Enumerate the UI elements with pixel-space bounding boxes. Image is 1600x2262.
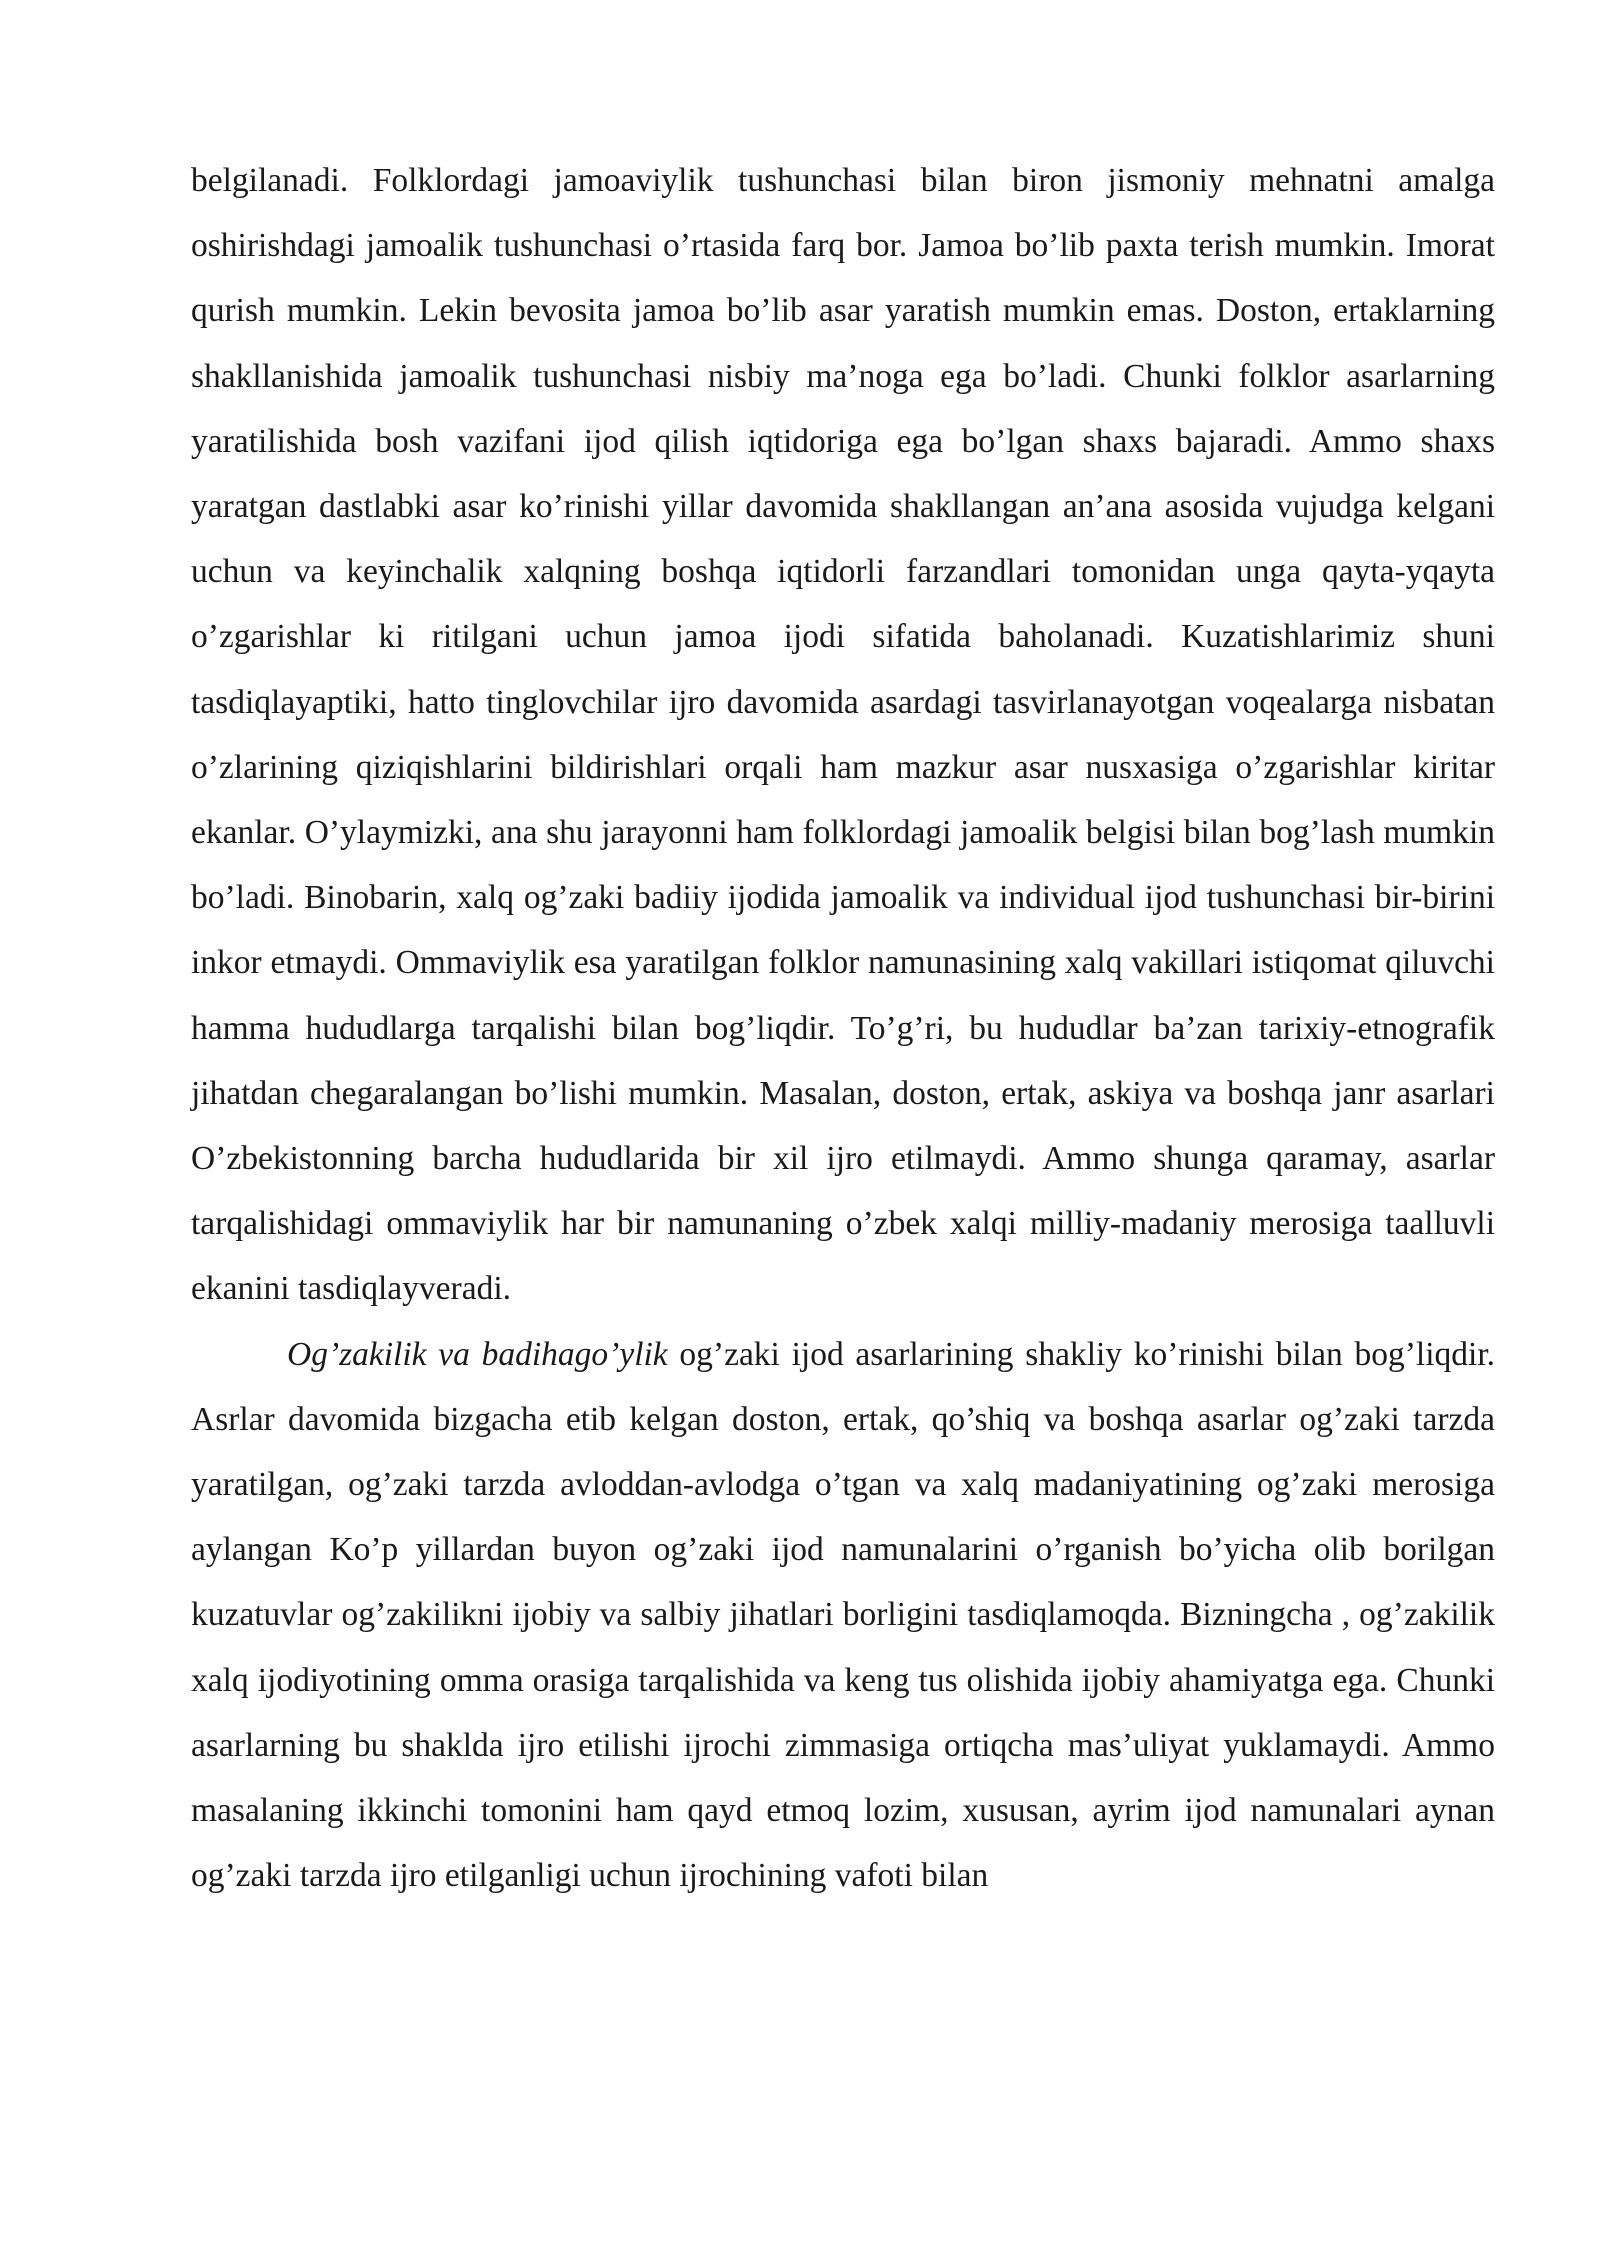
document-body — [191, 148, 1495, 1908]
paragraph-orality — [191, 1322, 1495, 1909]
italic-term-orality-improvisation: Og’zakilik va badihago’ylik — [287, 1335, 668, 1373]
paragraph-orality-text: og’zaki ijod asarlarining shakliy ko’rinishi bilan bog’liqdir. Asrlar davomida bizgacha etib kelgan doston, ertak, qo’shiq va boshqa asarlar og’zaki tarzda yaratilgan, og’zaki tarzda avloddan-avlodga o’tgan va xalq madaniyatining og’zaki merosiga aylangan Ko’p yillardan buyon og’zaki ijod namunalarini o’rganish bo’yicha olib borilgan kuzatuvlar og’zakilikni ijobiy va salbiy jihatlari borligini tasdiqlamoqda. Bizningcha , og’zakilik xalq ijodiyotining omma orasiga tarqalishida va keng tus olishida ijobiy ahamiyatga ega. Chunki asarlarning bu shaklda ijro etilishi ijrochi zimmasiga ortiqcha mas’uliyat yuklamaydi. Ammo masalaning ikkinchi tomonini ham qayd etmoq lozim, xususan, ayrim ijod namunalari aynan og’zaki tarzda ijro etilganligi uchun ijrochining vafoti bilan — [191, 1335, 1495, 1895]
paragraph-folklore-collectivity: belgilanadi. Folklordagi jamoaviylik tushunchasi bilan biron jismoniy mehnatni amalga oshirishdagi jamoalik tushunchasi o’rtasida farq bor. Jamoa bo’lib paxta terish mumkin. Imorat qurish mumkin. Lekin bevosita jamoa bo’lib asar yaratish mumkin emas. Doston, ertaklarning shakllanishida jamoalik tushunchasi nisbiy ma’noga ega bo’ladi. Chunki folklor asarlarning yaratilishida bosh vazifani ijod qilish iqtidoriga ega bo’lgan shaxs bajaradi. Ammo shaxs yaratgan dastlabki asar ko’rinishi yillar davomida shakllangan an’ana asosida vujudga kelgani uchun va keyinchalik xalqning boshqa iqtidorli farzandlari tomonidan unga qayta-yqayta o’zgarishlar ki ritilgani uchun jamoa ijodi sifatida baholanadi. Kuzatishlarimiz shuni tasdiqlayaptiki, hatto tinglovchilar ijro davomida asardagi tasvirlanayotgan voqealarga nisbatan o’zlarining qiziqishlarini bildirishlari orqali ham mazkur asar nusxasiga o’zgarishlar kiritar ekanlar. O’ylaymizki, ana shu jarayonni ham folklordagi jamoalik belgisi bilan bog’lash mumkin bo’ladi. Binobarin, xalq og’zaki badiiy ijodida jamoalik va individual ijod tushunchasi bir-birini inkor etmaydi. Ommaviylik esa yaratilgan folklor namunasining xalq vakillari istiqomat qiluvchi hamma hududlarga tarqalishi bilan bog’liqdir. To’g’ri, bu hududlar ba’zan tarixiy-etnografik jihatdan chegaralangan bo’lishi mumkin. Masalan, doston, ertak, askiya va boshqa janr asarlari O’zbekistonning barcha hududlarida bir xil ijro etilmaydi. Ammo shunga qaramay, asarlar tarqalishidagi ommaviylik har bir namunaning o’zbek xalqi milliy-madaniy merosiga taalluvli ekanini tasdiqlayveradi. — [191, 162, 1495, 1308]
